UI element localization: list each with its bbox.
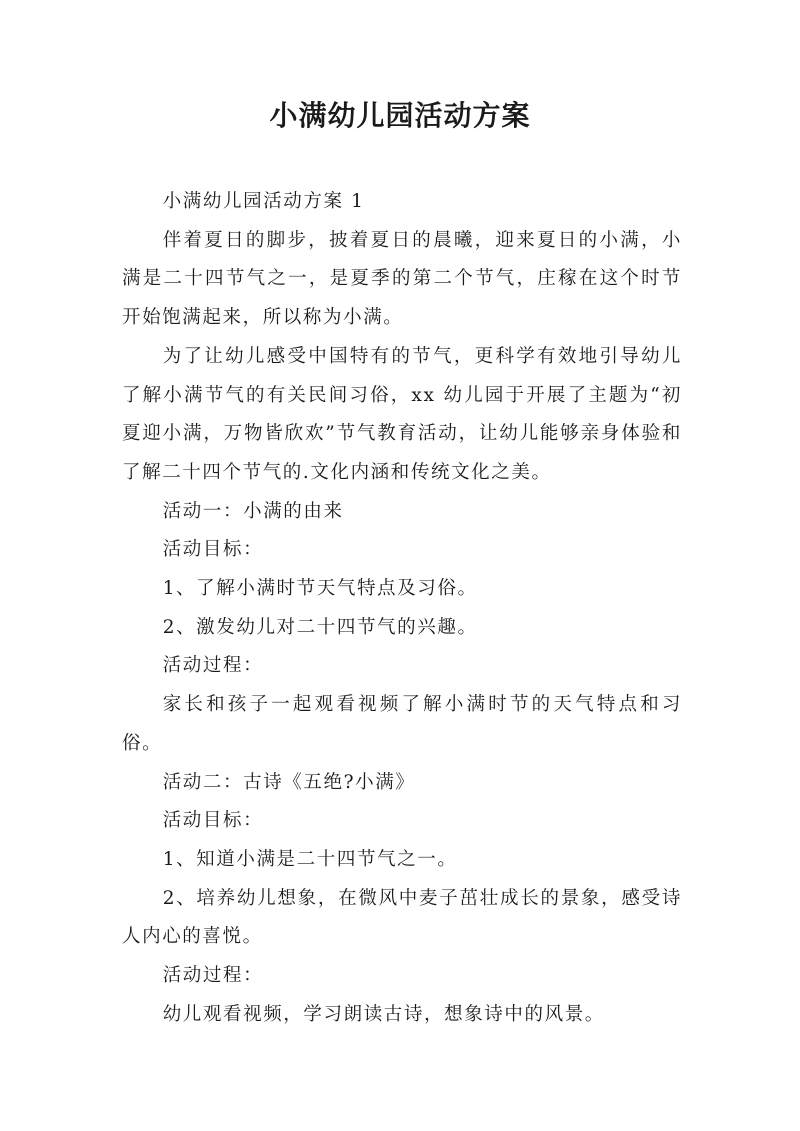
activity-two-goals-heading: 活动目标：: [162, 810, 264, 832]
activity-one-goals-heading: 活动目标：: [162, 539, 264, 561]
activity-two-process-text: 幼儿观看视频，学习朗读古诗，想象诗中的风景。: [162, 1003, 605, 1025]
section-heading-plan-1: 小满幼儿园活动方案 1: [162, 191, 365, 212]
activity-two-heading: 活动二：古诗《五绝?小满》: [162, 771, 416, 793]
document-title: 小满幼儿园活动方案: [269, 99, 531, 132]
activity-two-goal-1: 1、知道小满是二十四节气之一。: [162, 848, 458, 870]
document-body: [122, 183, 682, 1034]
activity-one-process-text: 家长和孩子一起观看视频了解小满时节的天气特点和习俗。: [122, 694, 682, 754]
intro-paragraph: 伴着夏日的脚步，披着夏日的晨曦，迎来夏日的小满，小满是二十四节气之一，是夏季的第二个节气，庄稼在这个时节开始饱满起来，所以称为小满。: [122, 229, 682, 329]
activity-one-goal-1: 1、了解小满时节天气特点及习俗。: [162, 578, 478, 600]
activity-two-goal-2: 2、培养幼儿想象，在微风中麦子茁壮成长的景象，感受诗人内心的喜悦。: [122, 887, 682, 948]
activity-one-heading: 活动一：小满的由来: [162, 500, 344, 522]
purpose-paragraph: 为了让幼儿感受中国特有的节气，更科学有效地引导幼儿了解小满节气的有关民间习俗，xx 幼儿园于开展了主题为“初夏迎小满，万物皆欣欢”节气教育活动，让幼儿能够亲身体验和了解二十四个节气的.文化内涵和传统文化之美。: [122, 345, 682, 483]
activity-one-process-heading: 活动过程：: [162, 655, 264, 677]
activity-one-goal-2: 2、激发幼儿对二十四节气的兴趣。: [162, 616, 478, 638]
activity-two-process-heading: 活动过程：: [162, 965, 264, 987]
